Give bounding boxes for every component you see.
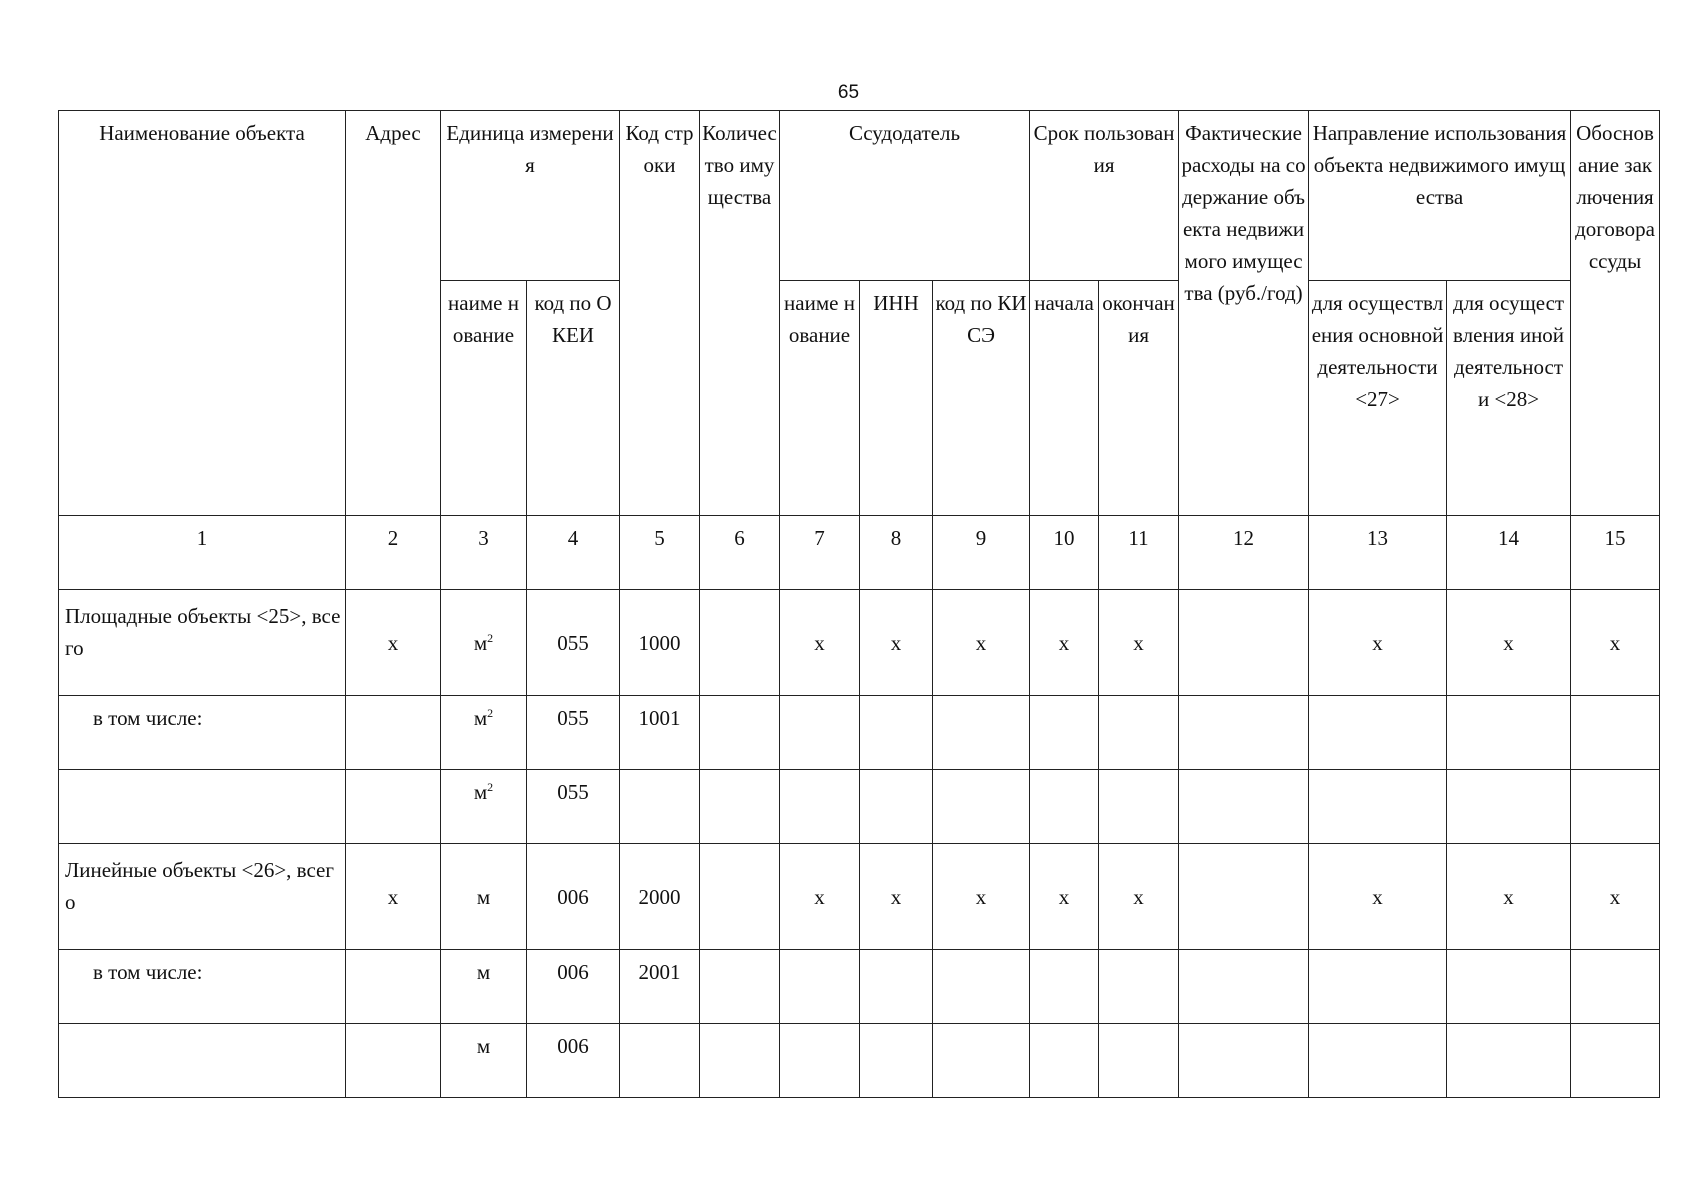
header-usage-main: для осуществления основной деятельности <27> bbox=[1309, 281, 1447, 516]
row-address: х bbox=[346, 590, 441, 696]
row-c12 bbox=[1179, 696, 1309, 770]
row-address bbox=[346, 1024, 441, 1098]
row-unit-text: м bbox=[476, 960, 491, 984]
header-lender-kise: код по КИСЭ bbox=[933, 281, 1030, 516]
header-term: Срок пользования bbox=[1030, 111, 1179, 281]
row-qty bbox=[700, 1024, 780, 1098]
row-c13 bbox=[1309, 770, 1447, 844]
row-c7 bbox=[780, 696, 860, 770]
header-term-start: начала bbox=[1030, 281, 1099, 516]
header-lender: Ссудодатель bbox=[780, 111, 1030, 281]
row-okei: 055 bbox=[527, 696, 620, 770]
row-c13 bbox=[1309, 696, 1447, 770]
row-qty bbox=[700, 590, 780, 696]
row-c15 bbox=[1571, 696, 1660, 770]
row-c14 bbox=[1447, 1024, 1571, 1098]
row-c9 bbox=[933, 770, 1030, 844]
row-c11 bbox=[1099, 1024, 1179, 1098]
column-number: 12 bbox=[1179, 516, 1309, 590]
column-number: 8 bbox=[860, 516, 933, 590]
row-address bbox=[346, 696, 441, 770]
row-unit bbox=[441, 696, 527, 770]
row-c7: х bbox=[780, 590, 860, 696]
row-c9: х bbox=[933, 590, 1030, 696]
column-number: 7 bbox=[780, 516, 860, 590]
row-c7 bbox=[780, 1024, 860, 1098]
row-c13: х bbox=[1309, 590, 1447, 696]
row-c10 bbox=[1030, 1024, 1099, 1098]
row-c11: х bbox=[1099, 590, 1179, 696]
row-address bbox=[346, 950, 441, 1024]
row-unit-superscript: 2 bbox=[487, 630, 494, 645]
row-unit-text: м bbox=[476, 884, 491, 909]
column-number: 14 bbox=[1447, 516, 1571, 590]
row-c8 bbox=[860, 950, 933, 1024]
row-c11 bbox=[1099, 770, 1179, 844]
header-term-end: окончания bbox=[1099, 281, 1179, 516]
row-c13: х bbox=[1309, 844, 1447, 950]
header-address: Адрес bbox=[346, 111, 441, 516]
row-c9 bbox=[933, 696, 1030, 770]
header-row-top bbox=[59, 111, 1660, 281]
page-number: 65 bbox=[837, 82, 860, 103]
data-rows bbox=[59, 590, 1660, 1098]
row-c14 bbox=[1447, 696, 1571, 770]
row-c11: х bbox=[1099, 844, 1179, 950]
row-unit bbox=[441, 590, 527, 696]
table-row bbox=[59, 1024, 1660, 1098]
row-code bbox=[620, 770, 700, 844]
row-c8: х bbox=[860, 844, 933, 950]
table-row bbox=[59, 696, 1660, 770]
row-code: 2000 bbox=[620, 844, 700, 950]
row-unit-superscript: 2 bbox=[487, 780, 494, 794]
table-row bbox=[59, 844, 1660, 950]
row-name: в том числе: bbox=[59, 696, 346, 770]
row-c10 bbox=[1030, 950, 1099, 1024]
row-code bbox=[620, 1024, 700, 1098]
row-qty bbox=[700, 950, 780, 1024]
column-number: 4 bbox=[527, 516, 620, 590]
column-number: 9 bbox=[933, 516, 1030, 590]
row-name: Линейные объекты <26>, всего bbox=[59, 844, 346, 950]
row-c10 bbox=[1030, 770, 1099, 844]
row-code: 2001 bbox=[620, 950, 700, 1024]
row-c7 bbox=[780, 950, 860, 1024]
row-c10: х bbox=[1030, 844, 1099, 950]
row-code: 1000 bbox=[620, 590, 700, 696]
table-row bbox=[59, 950, 1660, 1024]
row-c9: х bbox=[933, 844, 1030, 950]
row-code: 1001 bbox=[620, 696, 700, 770]
column-number: 13 bbox=[1309, 516, 1447, 590]
row-c10 bbox=[1030, 696, 1099, 770]
row-c12 bbox=[1179, 770, 1309, 844]
row-address: х bbox=[346, 844, 441, 950]
row-c15: х bbox=[1571, 844, 1660, 950]
column-number: 15 bbox=[1571, 516, 1660, 590]
row-c15: х bbox=[1571, 590, 1660, 696]
header-lender-inn: ИНН bbox=[860, 281, 933, 516]
column-number: 1 bbox=[59, 516, 346, 590]
row-c8 bbox=[860, 1024, 933, 1098]
row-unit bbox=[441, 844, 527, 950]
row-c15 bbox=[1571, 1024, 1660, 1098]
header-line-code: Код строки bbox=[620, 111, 700, 516]
row-okei: 006 bbox=[527, 950, 620, 1024]
column-number: 10 bbox=[1030, 516, 1099, 590]
row-c8 bbox=[860, 696, 933, 770]
row-okei: 006 bbox=[527, 844, 620, 950]
row-c15 bbox=[1571, 950, 1660, 1024]
row-okei: 055 bbox=[527, 590, 620, 696]
header-justification: Обоснование заключения договора ссуды bbox=[1571, 111, 1660, 516]
row-name: в том числе: bbox=[59, 950, 346, 1024]
row-c11 bbox=[1099, 950, 1179, 1024]
header-unit-code: код по ОКЕИ bbox=[527, 281, 620, 516]
row-name: Площадные объекты <25>, всего bbox=[59, 590, 346, 696]
header-lender-name: наиме нование bbox=[780, 281, 860, 516]
row-qty bbox=[700, 696, 780, 770]
row-c14 bbox=[1447, 950, 1571, 1024]
row-c10: х bbox=[1030, 590, 1099, 696]
header-quantity: Количество имущества bbox=[700, 111, 780, 516]
row-name bbox=[59, 770, 346, 844]
row-c12 bbox=[1179, 844, 1309, 950]
column-number: 6 bbox=[700, 516, 780, 590]
row-c12 bbox=[1179, 590, 1309, 696]
column-number: 5 bbox=[620, 516, 700, 590]
header-expenses: Фактические расходы на содержание объекта недвижимого имущества (руб./год) bbox=[1179, 111, 1309, 516]
row-c14 bbox=[1447, 770, 1571, 844]
column-number-row bbox=[59, 516, 1660, 590]
row-c14: х bbox=[1447, 590, 1571, 696]
row-unit-superscript: 2 bbox=[487, 706, 494, 720]
row-name bbox=[59, 1024, 346, 1098]
row-unit bbox=[441, 770, 527, 844]
property-table bbox=[58, 110, 1660, 1098]
row-c13 bbox=[1309, 1024, 1447, 1098]
row-c9 bbox=[933, 950, 1030, 1024]
row-c13 bbox=[1309, 950, 1447, 1024]
row-okei: 055 bbox=[527, 770, 620, 844]
row-unit-text: м bbox=[473, 780, 488, 804]
row-qty bbox=[700, 770, 780, 844]
row-unit-text: м bbox=[473, 706, 488, 730]
row-c12 bbox=[1179, 950, 1309, 1024]
header-name: Наименование объекта bbox=[59, 111, 346, 516]
header-usage-other: для осуществления иной деятельности <28> bbox=[1447, 281, 1571, 516]
header-unit-name: наиме нование bbox=[441, 281, 527, 516]
row-c8 bbox=[860, 770, 933, 844]
row-unit bbox=[441, 1024, 527, 1098]
row-c7 bbox=[780, 770, 860, 844]
row-c8: х bbox=[860, 590, 933, 696]
row-address bbox=[346, 770, 441, 844]
column-number: 3 bbox=[441, 516, 527, 590]
row-qty bbox=[700, 844, 780, 950]
header-usage: Направление использования объекта недвижимого имущества bbox=[1309, 111, 1571, 281]
row-c9 bbox=[933, 1024, 1030, 1098]
header-unit: Единица измерения bbox=[441, 111, 620, 281]
column-number: 11 bbox=[1099, 516, 1179, 590]
row-unit-text: м bbox=[473, 630, 488, 655]
row-c15 bbox=[1571, 770, 1660, 844]
row-unit-text: м bbox=[476, 1034, 491, 1058]
column-number: 2 bbox=[346, 516, 441, 590]
row-c14: х bbox=[1447, 844, 1571, 950]
row-okei: 006 bbox=[527, 1024, 620, 1098]
row-c12 bbox=[1179, 1024, 1309, 1098]
table-row bbox=[59, 590, 1660, 696]
table-row bbox=[59, 770, 1660, 844]
row-c7: х bbox=[780, 844, 860, 950]
row-unit bbox=[441, 950, 527, 1024]
row-c11 bbox=[1099, 696, 1179, 770]
